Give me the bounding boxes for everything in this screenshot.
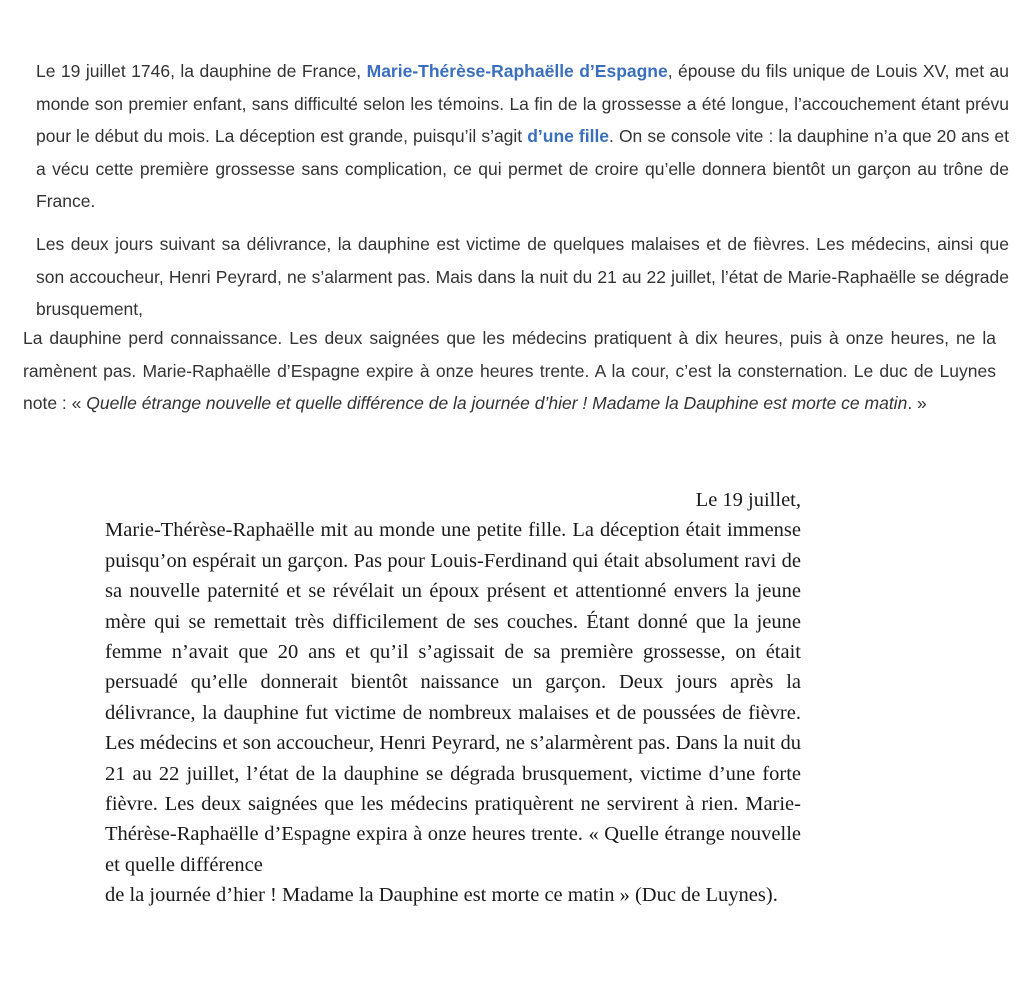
book-date-line: Le 19 juillet,	[695, 489, 801, 511]
luynes-quote: Quelle étrange nouvelle et quelle différence de la journée d’hier ! Madame la Dauphine est morte ce matin	[86, 393, 908, 413]
web-p3-end: . »	[907, 393, 927, 413]
web-paragraph-1	[36, 55, 1009, 218]
web-p1-text-end: . On se console vite : la dauphine n’a que 20 ans et a vécu cette première grossesse sans complication, ce qui permet de croire qu’elle donnera bientôt un garçon au trône de France.	[36, 126, 1009, 211]
book-excerpt	[105, 485, 801, 911]
web-p1-text-middle: , épouse du fils unique de Louis XV, met au monde son premier enfant, sans difficulté selon les témoins. La fin de la grossesse a été longue, l’accouchement étant prévu pour le début du mois. La déception est grande, puisqu’il s’agit	[36, 61, 1009, 146]
book-last-line: de la journée d’hier ! Madame la Dauphine est morte ce matin » (Duc de Luynes).	[105, 884, 778, 907]
link-une-fille[interactable]: d’une fille	[527, 126, 610, 146]
book-body-text: Marie-Thérèse-Raphaëlle mit au monde une petite fille. La déception était immense puisqu’on espérait un garçon. Pas pour Louis-Ferdinand qui était absolument ravi de sa nouvelle paternité et se révélait un époux présent et attentionné envers la jeune mère qui se remettait très difficilement de ses couches. Étant donné que la jeune femme n’avait que 20 ans et qu’il s’agissait de sa première grossesse, on était persuadé qu’elle donnerait bientôt naissance un garçon. Deux jours après la délivrance, la dauphine fut victime de nombreux malaises et de poussées de fièvre. Les médecins et son accoucheur, Henri Peyrard, ne s’alarmèrent pas. Dans la nuit du 21 au 22 juillet, l’état de la dauphine se dégrada brusquement, victime d’une forte fièvre. Les deux saignées que les médecins pratiquèrent ne servirent à rien. Marie-Thérèse-Raphaëlle d’Espagne expira à onze heures trente. « Quelle étrange nouvelle et quelle différence	[105, 519, 801, 876]
web-paragraph-2: Les deux jours suivant sa délivrance, la dauphine est victime de quelques malaises et de fièvres. Les médecins, ainsi que son accoucheur, Henri Peyrard, ne s’alarment pas. Mais dans la nuit du 21 au 22 juillet, l’état de Marie-Raphaëlle se dégrade brusquement,	[36, 234, 1009, 319]
web-paragraph-3	[23, 322, 996, 420]
link-marie-therese-raphaelle[interactable]: Marie-Thérèse-Raphaëlle d’Espagne	[366, 61, 668, 81]
web-p3-text: La dauphine perd connaissance. Les deux saignées que les médecins pratiquent à dix heures, puis à onze heures, ne la ramènent pas. Marie-Raphaëlle d’Espagne expire à onze heures trente. A la cour, c’est la consternation. Le duc de Luynes note : «	[23, 328, 996, 413]
web-p1-text-start: Le 19 juillet 1746, la dauphine de France,	[36, 61, 367, 81]
